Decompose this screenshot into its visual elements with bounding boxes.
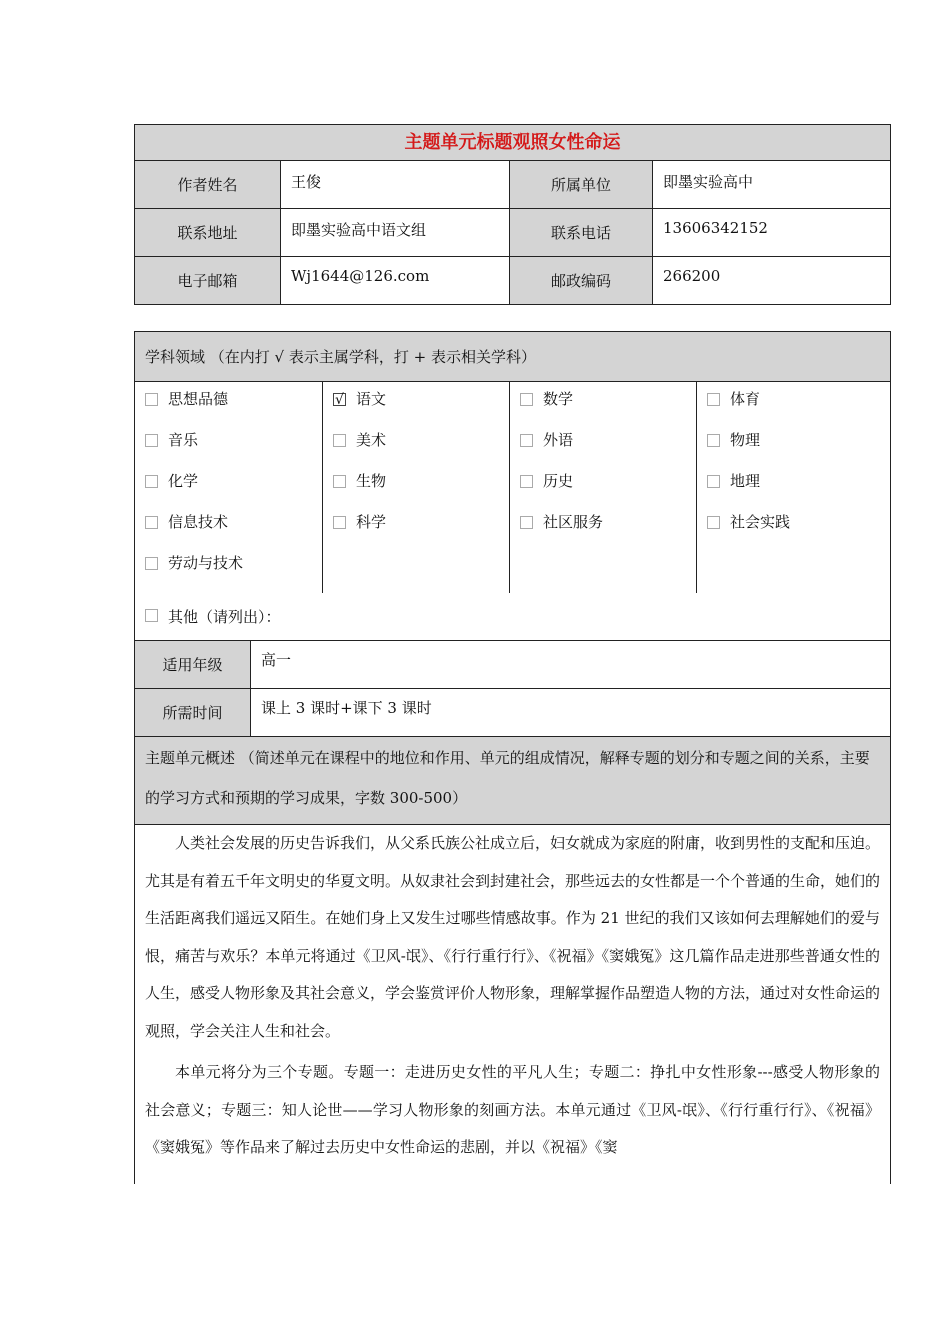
- subject-label: 信息技术: [168, 513, 229, 531]
- checkbox-icon[interactable]: [145, 434, 158, 447]
- checkbox-icon[interactable]: [707, 475, 720, 488]
- subject-column-3: [509, 382, 696, 593]
- checkbox-icon[interactable]: [520, 516, 533, 529]
- zip-value: 266200: [652, 257, 890, 304]
- subject-label: 社区服务: [543, 513, 604, 531]
- info-row-2: [135, 208, 890, 256]
- subject-item[interactable]: [145, 471, 312, 512]
- checkbox-icon[interactable]: [333, 475, 346, 488]
- other-subject-label: 其他（请列出）：: [168, 608, 281, 626]
- subject-column-2: [322, 382, 509, 593]
- subject-item[interactable]: [145, 553, 312, 594]
- grade-row: [135, 640, 890, 688]
- subject-label: 科学: [356, 513, 387, 531]
- subject-item[interactable]: [333, 389, 499, 430]
- time-row: [135, 688, 890, 736]
- grade-label: 适用年级: [135, 641, 250, 688]
- subject-item[interactable]: [333, 471, 499, 512]
- subject-label: 社会实践: [730, 513, 791, 531]
- subject-label: 物理: [730, 431, 761, 449]
- checkbox-icon[interactable]: [145, 557, 158, 570]
- zip-label: 邮政编码: [509, 257, 652, 304]
- subject-label: 数学: [543, 390, 574, 408]
- other-subject-row: [135, 593, 890, 640]
- subject-column-4: [696, 382, 890, 593]
- subject-item[interactable]: [145, 512, 312, 553]
- subject-label: 外语: [543, 431, 574, 449]
- overview-header: 主题单元概述 （简述单元在课程中的地位和作用、单元的组成情况，解释专题的划分和专题之间的关系，主要的学习方式和预期的学习成果，字数 300-500）: [145, 749, 870, 807]
- info-row-3: [135, 256, 890, 304]
- address-label: 联系地址: [135, 209, 280, 256]
- checkbox-icon[interactable]: [707, 434, 720, 447]
- overview-header-row: [135, 736, 890, 824]
- info-row-1: [135, 160, 890, 208]
- subject-item[interactable]: [707, 389, 880, 430]
- subject-label: 语文: [356, 390, 387, 408]
- subject-item[interactable]: [520, 389, 686, 430]
- checkbox-icon[interactable]: [145, 516, 158, 529]
- subject-item[interactable]: [333, 430, 499, 471]
- checkbox-icon[interactable]: [145, 393, 158, 406]
- checkbox-icon[interactable]: [707, 516, 720, 529]
- subject-label: 美术: [356, 431, 387, 449]
- overview-paragraph-1: 人类社会发展的历史告诉我们，从父系氏族公社成立后，妇女就成为家庭的附庸，收到男性的支配和压迫。尤其是有着五千年文明史的华夏文明。从奴隶社会到封建社会，那些远去的女性都是一个个普通的生命，她们的生活距离我们遥远又陌生。在她们身上又发生过哪些情感故事。作为 21 世纪的我们又该如何去理解她们的爱与恨，痛苦与欢乐？本单元将通过《卫风-氓》、《行行重行行》、《祝福》《窦娥冤》这几篇作品走进那些普通女性的人生，感受人物形象及其社会意义，学会鉴赏评价人物形象，理解掌握作品塑造人物的方法，通过对女性命运的观照，学会关注人生和社会。: [145, 834, 881, 1040]
- checkbox-icon[interactable]: [333, 516, 346, 529]
- phone-value: 13606342152: [652, 209, 890, 256]
- subject-item[interactable]: [520, 471, 686, 512]
- checkbox-icon[interactable]: [520, 475, 533, 488]
- subject-label: 体育: [730, 390, 761, 408]
- subject-label: 化学: [168, 472, 199, 490]
- other-checkbox[interactable]: [145, 609, 158, 622]
- unit-detail-table: [134, 331, 891, 1184]
- checkbox-icon[interactable]: [333, 393, 346, 406]
- email-value: Wj1644@126.com: [280, 257, 509, 304]
- checkbox-icon[interactable]: [333, 434, 346, 447]
- time-value: 课上 3 课时+课下 3 课时: [250, 689, 890, 736]
- checkbox-icon[interactable]: [707, 393, 720, 406]
- author-name-label: 作者姓名: [135, 161, 280, 208]
- address-value: 即墨实验高中语文组: [280, 209, 509, 256]
- subject-item[interactable]: [145, 389, 312, 430]
- title-row: [135, 125, 890, 160]
- subject-label: 劳动与技术: [168, 554, 244, 572]
- subject-item[interactable]: [145, 430, 312, 471]
- checkbox-icon[interactable]: [145, 475, 158, 488]
- author-info-table: [134, 124, 891, 305]
- time-label: 所需时间: [135, 689, 250, 736]
- unit-title: 主题单元标题观照女性命运: [404, 132, 621, 153]
- unit-label: 所属单位: [509, 161, 652, 208]
- subject-label: 音乐: [168, 431, 199, 449]
- grade-value: 高一: [250, 641, 890, 688]
- subject-item[interactable]: [707, 430, 880, 471]
- overview-body: [135, 824, 890, 1167]
- overview-paragraph-2: 本单元将分为三个专题。专题一：走进历史女性的平凡人生；专题二：挣扎中女性形象---感受人物形象的社会意义；专题三：知人论世——学习人物形象的刻画方法。本单元通过《卫风-氓》、《行行重行行》、《祝福》《窦娥冤》等作品来了解过去历史中女性命运的悲剧，并以《祝福》《窦: [145, 1063, 880, 1156]
- subject-label: 地理: [730, 472, 761, 490]
- author-name-value: 王俊: [280, 161, 509, 208]
- subject-item[interactable]: [707, 471, 880, 512]
- subject-item[interactable]: [520, 430, 686, 471]
- subject-header: 学科领域 （在内打 √ 表示主属学科，打 + 表示相关学科）: [145, 348, 536, 366]
- checkbox-icon[interactable]: [520, 434, 533, 447]
- checkbox-icon[interactable]: [520, 393, 533, 406]
- unit-value: 即墨实验高中: [652, 161, 890, 208]
- subject-label: 历史: [543, 472, 574, 490]
- subject-label: 生物: [356, 472, 387, 490]
- email-label: 电子邮箱: [135, 257, 280, 304]
- subject-item[interactable]: [707, 512, 880, 553]
- subject-grid: [135, 381, 890, 593]
- subject-item[interactable]: [333, 512, 499, 553]
- subject-label: 思想品德: [168, 390, 229, 408]
- phone-label: 联系电话: [509, 209, 652, 256]
- subject-item[interactable]: [520, 512, 686, 553]
- subject-header-row: [135, 332, 890, 381]
- subject-column-1: [135, 382, 322, 593]
